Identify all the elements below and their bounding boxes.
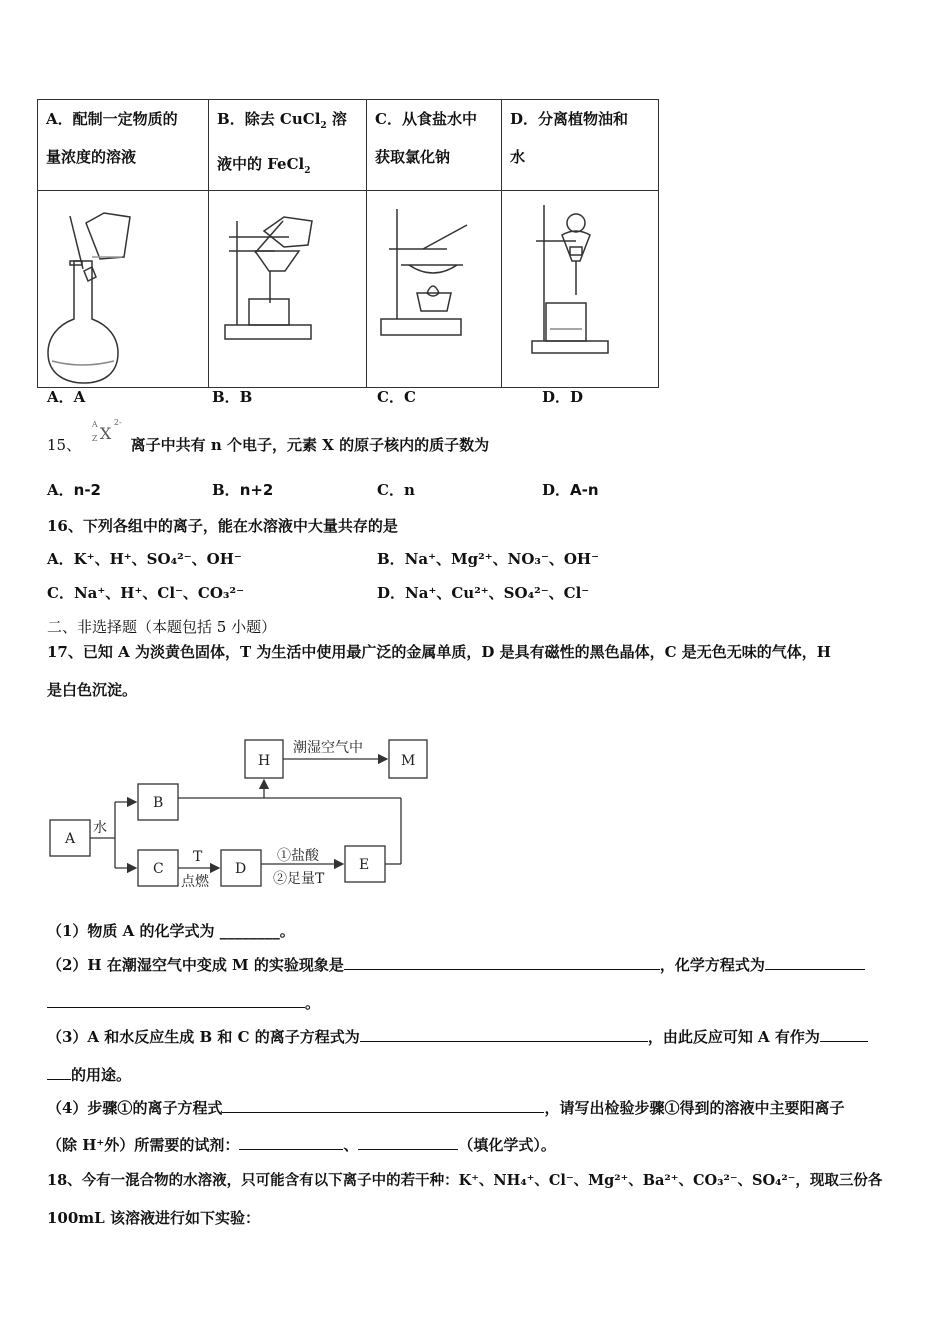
q17-part2-text2: ，化学方程式为 <box>659 956 765 974</box>
q15-option-b[interactable] <box>212 479 273 500</box>
q14-option-d[interactable]: D．D <box>542 388 584 406</box>
period: 。 <box>305 994 321 1012</box>
option-label: B． <box>212 481 240 499</box>
water-label: 水 <box>93 820 107 836</box>
option-value: n <box>403 481 415 499</box>
option-label: A． <box>47 481 74 499</box>
answer-blank[interactable] <box>360 1027 648 1042</box>
question-18-line1: 18、今有一混合物的水溶液，只可能含有以下离子中的若干种：K⁺、NH₄⁺、Cl⁻、Mg²⁺、Ba²⁺、CO₃²⁻、SO₄²⁻，现取三份各 <box>47 1172 883 1189</box>
header-letter: A <box>46 110 58 128</box>
q17-part2 <box>47 954 865 975</box>
q15-option-c[interactable] <box>377 479 415 500</box>
filtration-image <box>209 191 367 388</box>
section-heading: 二、非选择题（本题包括 5 小题） <box>47 618 277 636</box>
separator: 、 <box>343 1136 359 1154</box>
separatory-funnel-image <box>502 191 659 388</box>
q17-part1: （1）物质 A 的化学式为 ________。 <box>47 922 295 940</box>
volumetric-flask-icon <box>38 191 208 387</box>
option-a-header <box>38 100 209 191</box>
header-line1: ．配制一定物质的 <box>57 110 178 128</box>
header-letter: B <box>217 110 230 128</box>
header-line1: ．除去 CuCl <box>229 110 321 128</box>
q15-option-d[interactable] <box>542 479 599 500</box>
node-b-label: B <box>153 795 164 811</box>
q17-part4-cont <box>47 1134 556 1155</box>
header-line2: 水 <box>510 148 526 166</box>
question-17-line2: 是白色沉淀。 <box>47 681 138 699</box>
atomic-number: Z <box>91 434 98 443</box>
option-value: n+2 <box>239 481 274 499</box>
question-number: 15、 <box>47 436 82 454</box>
ignite-label: 点燃 <box>181 874 209 890</box>
question-text: 离子中共有 n 个电子，元素 X 的原子核内的质子数为 <box>130 436 490 454</box>
option-b-header <box>209 100 367 191</box>
humid-air-label: 潮湿空气中 <box>293 740 363 756</box>
q14-option-b[interactable]: B．B <box>212 388 253 406</box>
isotope-symbol <box>86 418 126 454</box>
option-label: C． <box>377 481 404 499</box>
element-symbol: X <box>99 424 112 443</box>
header-letter: C <box>375 110 387 128</box>
question-17-line1: 17、已知 A 为淡黄色固体，T 为生活中使用最广泛的金属单质，D 是具有磁性的黑色晶体，C 是无色无味的气体，H <box>47 643 831 661</box>
separatory-funnel-icon <box>502 191 659 387</box>
header-line1: ．从食盐水中 <box>386 110 477 128</box>
header-line1-end: 溶 <box>326 110 347 128</box>
option-value: n-2 <box>73 481 101 499</box>
node-m-label: M <box>401 753 416 769</box>
q17-part4-text: （4）步骤①的离子方程式 <box>47 1099 223 1117</box>
answer-blank[interactable] <box>820 1027 868 1042</box>
answer-blank[interactable] <box>222 1098 544 1113</box>
answer-blank[interactable] <box>358 1135 458 1150</box>
answer-blank[interactable] <box>765 955 865 970</box>
q17-part4-text3: （除 H⁺外）所需要的试剂： <box>47 1136 240 1154</box>
answer-blank[interactable] <box>344 955 660 970</box>
q17-part3 <box>47 1026 868 1047</box>
header-line1: ．分离植物油和 <box>523 110 629 128</box>
option-c-header <box>367 100 502 191</box>
reaction-flowchart <box>45 730 445 900</box>
q14-option-c[interactable]: C．C <box>377 388 416 406</box>
q14-option-a[interactable]: A．A <box>47 388 86 406</box>
option-label: D． <box>542 481 571 499</box>
q17-part3-text: （3）A 和水反应生成 B 和 C 的离子方程式为 <box>47 1028 360 1046</box>
evaporating-dish-icon <box>367 191 501 387</box>
header-line2: 量浓度的溶液 <box>46 148 137 166</box>
q17-part3-text3: 的用途。 <box>71 1066 132 1084</box>
option-d-header <box>502 100 659 191</box>
answer-blank[interactable] <box>47 993 305 1008</box>
header-line2: 液中的 FeCl <box>217 155 305 173</box>
header-sub: 2 <box>320 121 327 131</box>
q16-option-b[interactable]: B．Na⁺、Mg²⁺、NO₃⁻、OH⁻ <box>377 550 600 568</box>
q17-part3-cont <box>47 1064 131 1085</box>
q17-part4-end: （填化学式）。 <box>458 1136 556 1154</box>
q17-part2-cont <box>47 992 320 1013</box>
q17-part4-text2: ，请写出检验步骤①得到的溶液中主要阳离子 <box>544 1099 845 1117</box>
q16-option-a[interactable]: A．K⁺、H⁺、SO₄²⁻、OH⁻ <box>47 550 242 568</box>
q17-part2-text: （2）H 在潮湿空气中变成 M 的实验现象是 <box>47 956 344 974</box>
header-letter: D <box>510 110 524 128</box>
question-16-stem: 16、下列各组中的离子，能在水溶液中大量共存的是 <box>47 517 398 535</box>
question-15 <box>47 418 490 455</box>
header-line2: 获取氯化钠 <box>375 148 451 166</box>
step1-label: ①盐酸 <box>277 848 319 864</box>
answer-blank[interactable] <box>239 1135 343 1150</box>
t-label: T <box>193 849 203 865</box>
apparatus-table <box>37 99 659 388</box>
q16-option-c[interactable]: C．Na⁺、H⁺、Cl⁻、CO₃²⁻ <box>47 584 244 602</box>
node-h-label: H <box>258 753 271 769</box>
node-d-label: D <box>235 861 247 877</box>
node-e-label: E <box>359 857 370 873</box>
header-sub: 2 <box>304 166 311 176</box>
node-a-label: A <box>65 831 76 847</box>
option-value: A-n <box>570 481 599 499</box>
step2-label: ②足量T <box>273 871 325 887</box>
evaporation-image <box>367 191 502 388</box>
q15-option-a[interactable] <box>47 479 101 500</box>
charge: 2- <box>113 418 122 427</box>
mass-number: A <box>91 420 98 429</box>
q16-option-d[interactable]: D．Na⁺、Cu²⁺、SO₄²⁻、Cl⁻ <box>377 584 590 602</box>
answer-blank[interactable] <box>47 1065 71 1080</box>
node-c-label: C <box>153 861 164 877</box>
question-18-line2: 100mL 该溶液进行如下实验： <box>47 1209 260 1227</box>
volumetric-flask-image <box>38 191 209 388</box>
q17-part3-text2: ，由此反应可知 A 有作为 <box>647 1028 820 1046</box>
q17-part4 <box>47 1097 844 1118</box>
filter-funnel-icon <box>209 191 366 387</box>
